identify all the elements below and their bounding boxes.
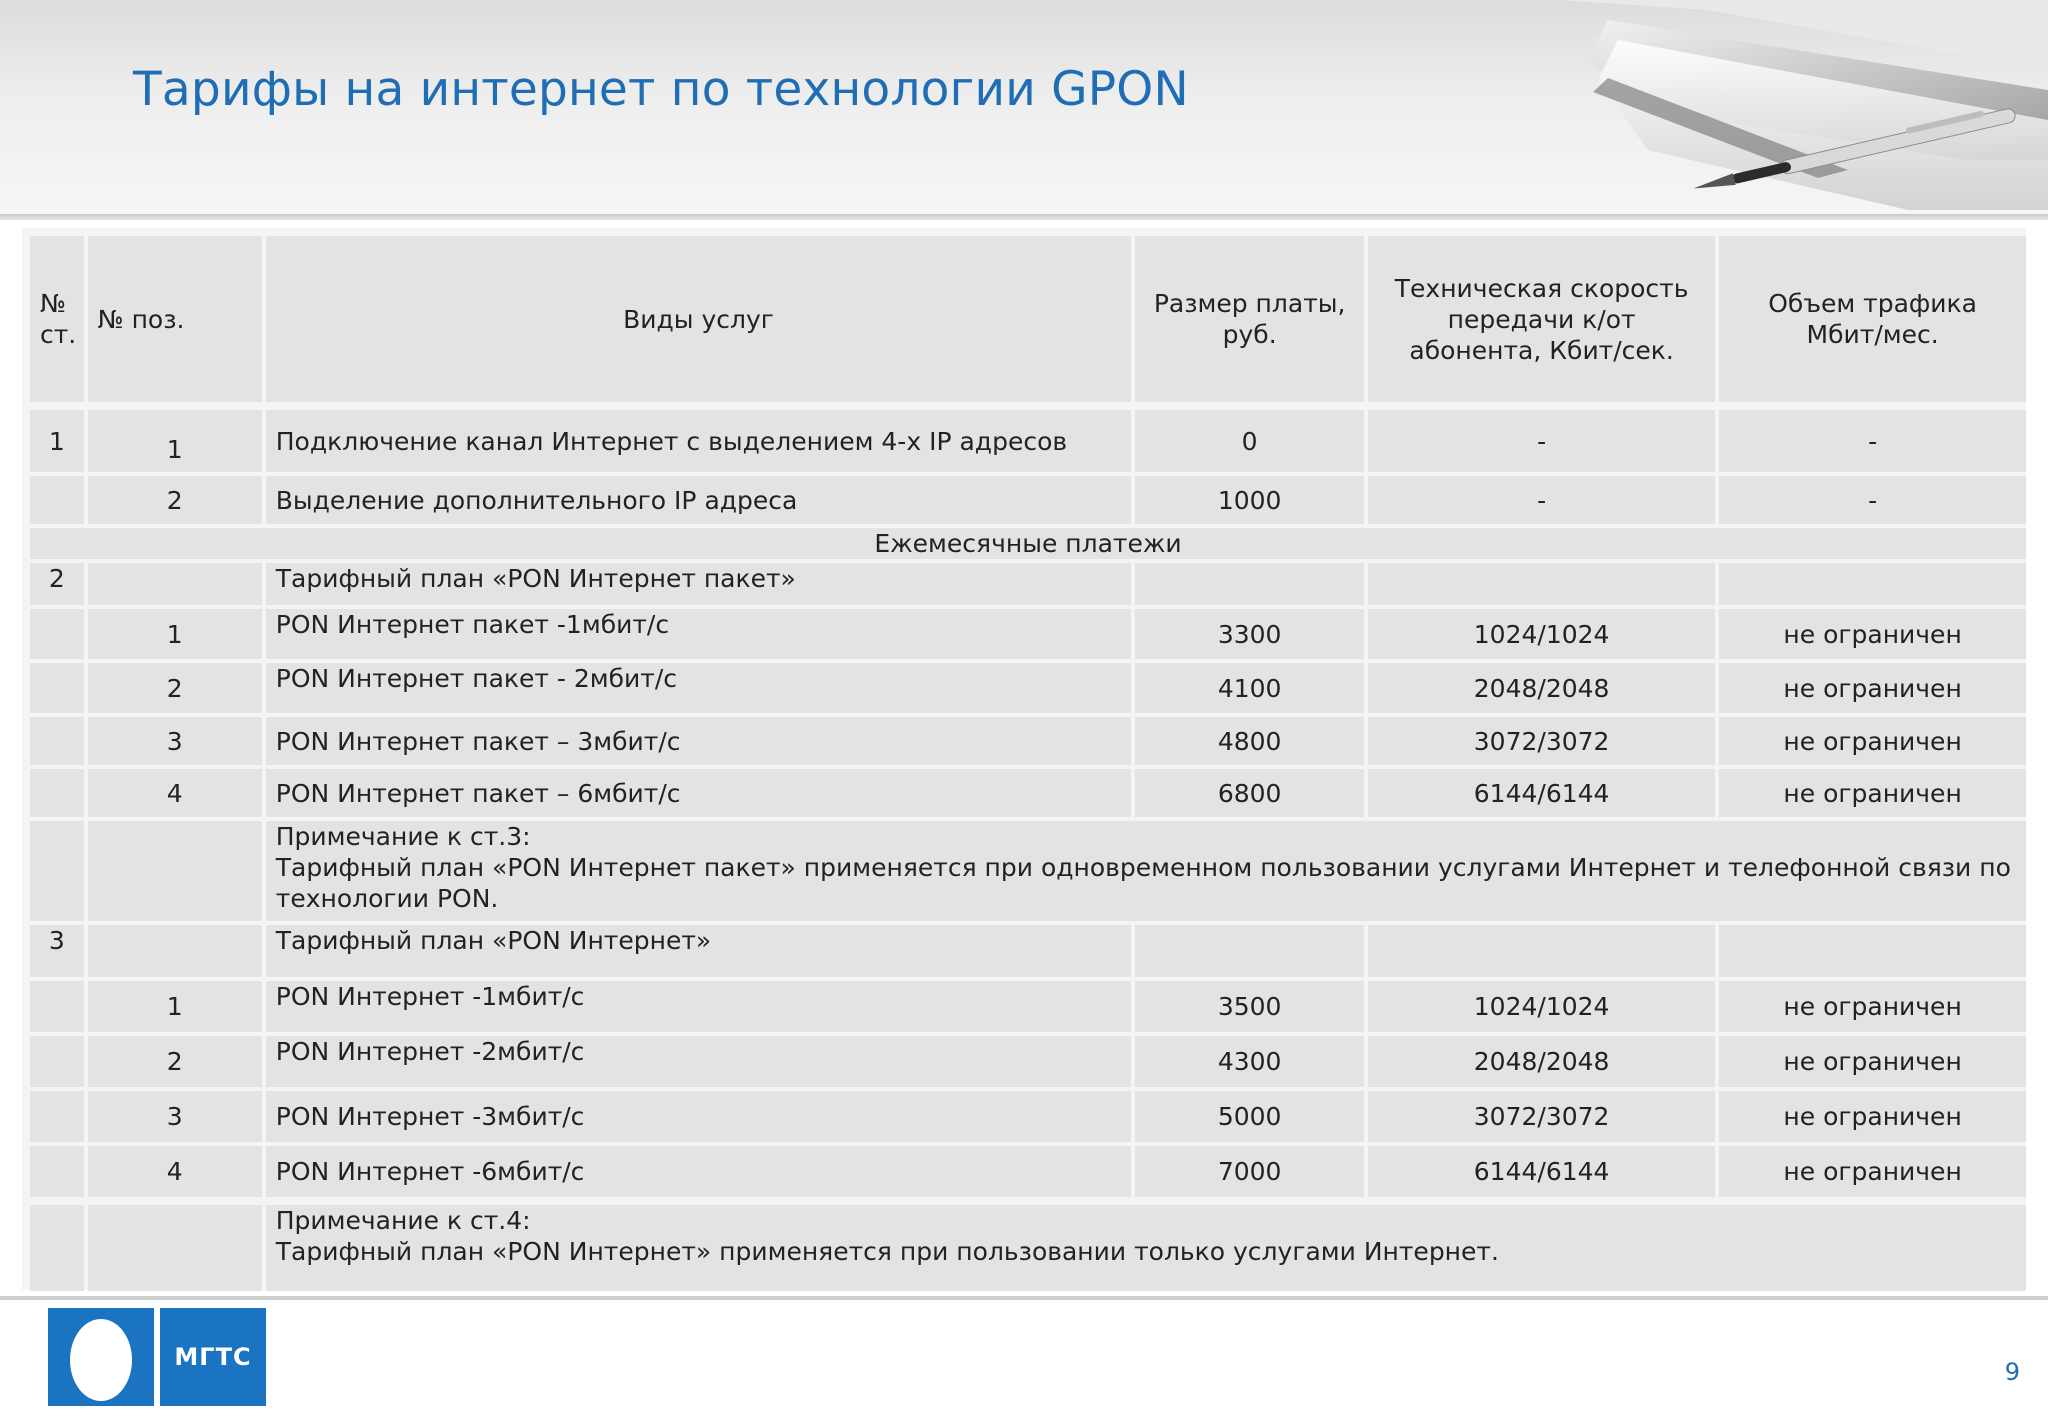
page-title: Тарифы на интернет по технологии GPON (133, 62, 1189, 117)
table-row (30, 981, 2026, 1032)
cell-st: 2 (30, 563, 84, 605)
cell-price: 4100 (1135, 663, 1364, 713)
cell-pos: 1 (88, 410, 262, 472)
cell-traffic: не ограничен (1719, 769, 2026, 817)
cell-price (1135, 925, 1364, 977)
header-traffic: Объем трафика Мбит/мес. (1719, 236, 2026, 402)
cell-speed: - (1368, 410, 1715, 472)
cell-traffic: не ограничен (1719, 1091, 2026, 1142)
header-divider (0, 214, 2048, 220)
plan-internet-note (266, 1205, 2026, 1291)
cell-speed: 3072/3072 (1368, 1091, 1715, 1142)
tariff-table (26, 232, 2030, 1295)
cell-speed: 2048/2048 (1368, 1036, 1715, 1087)
cell-pos: 2 (88, 1036, 262, 1087)
cell-service: PON Интернет пакет – 3мбит/с (266, 717, 1132, 765)
table-row (30, 717, 2026, 765)
cell-st (30, 476, 84, 524)
cell-st (30, 717, 84, 765)
mgts-logo (48, 1308, 266, 1406)
cell-speed: 1024/1024 (1368, 981, 1715, 1032)
cell-service: PON Интернет пакет - 2мбит/с (266, 663, 1132, 713)
cell-price: 7000 (1135, 1146, 1364, 1197)
cell-st (30, 663, 84, 713)
cell-service: PON Интернет -6мбит/с (266, 1146, 1132, 1197)
cell-pos: 4 (88, 1146, 262, 1197)
cell-service: PON Интернет -3мбит/с (266, 1091, 1132, 1142)
table-row (30, 769, 2026, 817)
cell-pos: 1 (88, 981, 262, 1032)
cell-speed: 6144/6144 (1368, 1146, 1715, 1197)
cell-pos: 2 (88, 476, 262, 524)
cell-price: 4800 (1135, 717, 1364, 765)
cell-speed: 2048/2048 (1368, 663, 1715, 713)
note-row (30, 1205, 2026, 1291)
cell-st (30, 1205, 84, 1291)
monthly-payments-label: Ежемесячные платежи (30, 528, 2026, 559)
cell-service: PON Интернет -2мбит/с (266, 1036, 1132, 1087)
cell-speed: 3072/3072 (1368, 717, 1715, 765)
pen-and-paper-illustration (1348, 0, 2048, 218)
cell-pos: 2 (88, 663, 262, 713)
cell-st (30, 1091, 84, 1142)
footer-divider (0, 1296, 2048, 1300)
note-row (30, 821, 2026, 921)
plan-packet-title-row (30, 563, 2026, 605)
tariff-table-container (22, 228, 2026, 1290)
note-title: Примечание к ст.3: (275, 822, 531, 851)
header-speed: Техническая скорость передачи к/от абонента, Кбит/сек. (1368, 236, 1715, 402)
table-row (30, 663, 2026, 713)
cell-st: 3 (30, 925, 84, 977)
plan-packet-note (266, 821, 2026, 921)
monthly-payments-row (30, 528, 2026, 559)
cell-st (30, 609, 84, 659)
table-header-row (30, 236, 2026, 402)
cell-pos (88, 1205, 262, 1291)
cell-traffic: не ограничен (1719, 1146, 2026, 1197)
cell-service: PON Интернет -1мбит/с (266, 981, 1132, 1032)
cell-pos: 3 (88, 1091, 262, 1142)
cell-price: 6800 (1135, 769, 1364, 817)
cell-price (1135, 563, 1364, 605)
plan-internet-title-row (30, 925, 2026, 977)
plan-packet-name: Тарифный план «PON Интернет пакет» (266, 563, 1132, 605)
cell-price: 0 (1135, 410, 1364, 472)
cell-traffic: не ограничен (1719, 981, 2026, 1032)
cell-pos (88, 821, 262, 921)
table-row (30, 1091, 2026, 1142)
cell-price: 3500 (1135, 981, 1364, 1032)
cell-st: 1 (30, 410, 84, 472)
logo-text: МГТС (160, 1308, 266, 1406)
cell-traffic: - (1719, 476, 2026, 524)
table-row (30, 609, 2026, 659)
cell-st (30, 1146, 84, 1197)
egg-logo-icon (48, 1308, 154, 1406)
cell-traffic: не ограничен (1719, 717, 2026, 765)
cell-traffic (1719, 925, 2026, 977)
cell-price: 5000 (1135, 1091, 1364, 1142)
cell-st (30, 769, 84, 817)
cell-pos: 4 (88, 769, 262, 817)
cell-speed (1368, 563, 1715, 605)
cell-price: 4300 (1135, 1036, 1364, 1087)
note-text: Тарифный план «PON Интернет пакет» применяется при одновременном пользовании услугами Интернет и телефонной связи по технологии PON. (275, 853, 2011, 913)
cell-pos: 3 (88, 717, 262, 765)
cell-speed: - (1368, 476, 1715, 524)
header-band (0, 0, 2048, 218)
cell-service: PON Интернет пакет -1мбит/с (266, 609, 1132, 659)
note-text: Тарифный план «PON Интернет» применяется при пользовании только услугами Интернет. (275, 1237, 1499, 1266)
cell-traffic: не ограничен (1719, 1036, 2026, 1087)
cell-st (30, 1036, 84, 1087)
cell-st (30, 821, 84, 921)
cell-pos: 1 (88, 609, 262, 659)
note-title: Примечание к ст.4: (275, 1206, 531, 1235)
cell-speed (1368, 925, 1715, 977)
cell-st (30, 981, 84, 1032)
header-st: № ст. (30, 236, 84, 402)
cell-pos (88, 563, 262, 605)
cell-traffic (1719, 563, 2026, 605)
cell-speed: 1024/1024 (1368, 609, 1715, 659)
cell-service: PON Интернет пакет – 6мбит/с (266, 769, 1132, 817)
plan-internet-name: Тарифный план «PON Интернет» (266, 925, 1132, 977)
header-pos: № поз. (88, 236, 262, 402)
header-price: Размер платы, руб. (1135, 236, 1364, 402)
cell-traffic: - (1719, 410, 2026, 472)
cell-price: 1000 (1135, 476, 1364, 524)
table-row (30, 410, 2026, 472)
cell-price: 3300 (1135, 609, 1364, 659)
cell-speed: 6144/6144 (1368, 769, 1715, 817)
header-service: Виды услуг (266, 236, 1132, 402)
cell-pos (88, 925, 262, 977)
cell-service: Подключение канал Интернет с выделением 4-х IP адресов (266, 410, 1132, 472)
table-row (30, 1146, 2026, 1197)
page-number: 9 (2004, 1358, 2020, 1386)
cell-traffic: не ограничен (1719, 663, 2026, 713)
table-row (30, 1036, 2026, 1087)
cell-service: Выделение дополнительного IP адреса (266, 476, 1132, 524)
table-row (30, 476, 2026, 524)
cell-traffic: не ограничен (1719, 609, 2026, 659)
